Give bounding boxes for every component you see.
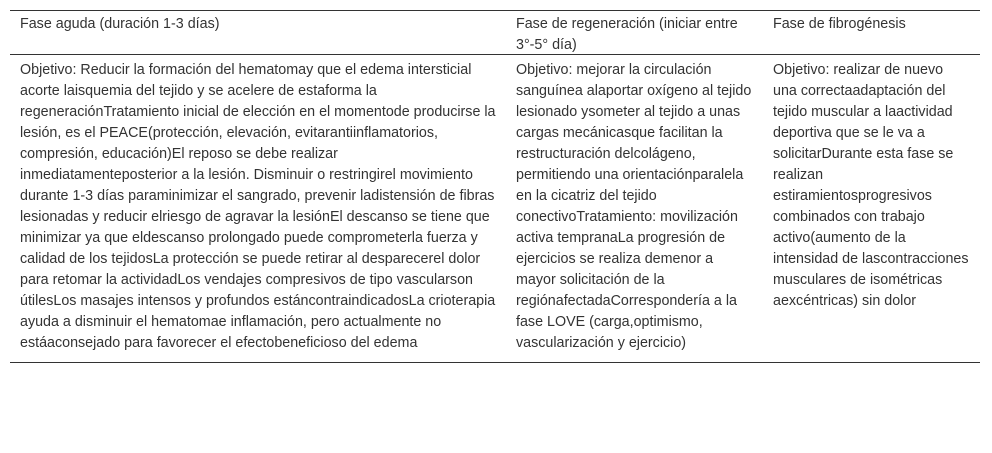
cell-acute-phase: Objetivo: Reducir la formación del hematomay que el edema intersticial acorte laisquemia del tejido y se acelere de estaforma la regeneraciónTratamiento inicial de elección en el momentode producirse la lesión, es el PEACE(protección, elevación, evitarantiinflamatorios, compresión, educación)El reposo se debe realizar inmediatamenteposterior a la lesión. Disminuir o restringirel movimiento durante 1-3 días paraminimizar el sangrado, prevenir ladistensión de fibras lesionadas y reducir elriesgo de agravar la lesiónEl descanso se tiene que minimizar ya que eldescanso prolongado puede comprometerla fuerza y calidad de los tejidosLa protección se puede retirar al desparecerel dolor para retomar la actividadLos vendajes compresivos de tipo vascularson útilesLos masajes intensos y profundos estáncontraindicadosLa crioterapia ayuda a disminuir el hematomae inflamación, pero actualmente no estáaconsejado para favorecer el efectobeneficioso del edema: [20, 62, 496, 351]
header-regeneration-phase: Fase de regeneración (iniciar entre 3°-5° día): [516, 16, 738, 53]
table-row: [10, 55, 980, 362]
cell-fibrogenesis-phase: Objetivo: realizar de nuevo una correctaadaptación del tejido muscular a laactividad deportiva que se le va a solicitarDurante esta fase se realizan estiramientosprogresivos combinados con trabajo activo(aumento de la intensidad de lascontracciones musculares de isométricas aexcéntricas) sin dolor: [773, 62, 969, 309]
phases-table: [10, 10, 980, 363]
header-fibrogenesis-phase: Fase de fibrogénesis: [773, 16, 906, 32]
table-header-row: [10, 11, 980, 55]
cell-regeneration-phase: Objetivo: mejorar la circulación sanguínea alaportar oxígeno al tejido lesionado ysometer al tejido a unas cargas mecánicasque facilitan la restructuración delcolágeno, permitiendo una orientaciónparalela en la cicatriz del tejido conectivoTratamiento: movilización activa tempranaLa progresión de ejercicios se realiza demenor a mayor solicitación de la regiónafectadaCorrespondería a la fase LOVE (carga,optimismo, vascularización y ejercicio): [516, 62, 752, 351]
header-acute-phase: Fase aguda (duración 1-3 días): [20, 16, 220, 32]
